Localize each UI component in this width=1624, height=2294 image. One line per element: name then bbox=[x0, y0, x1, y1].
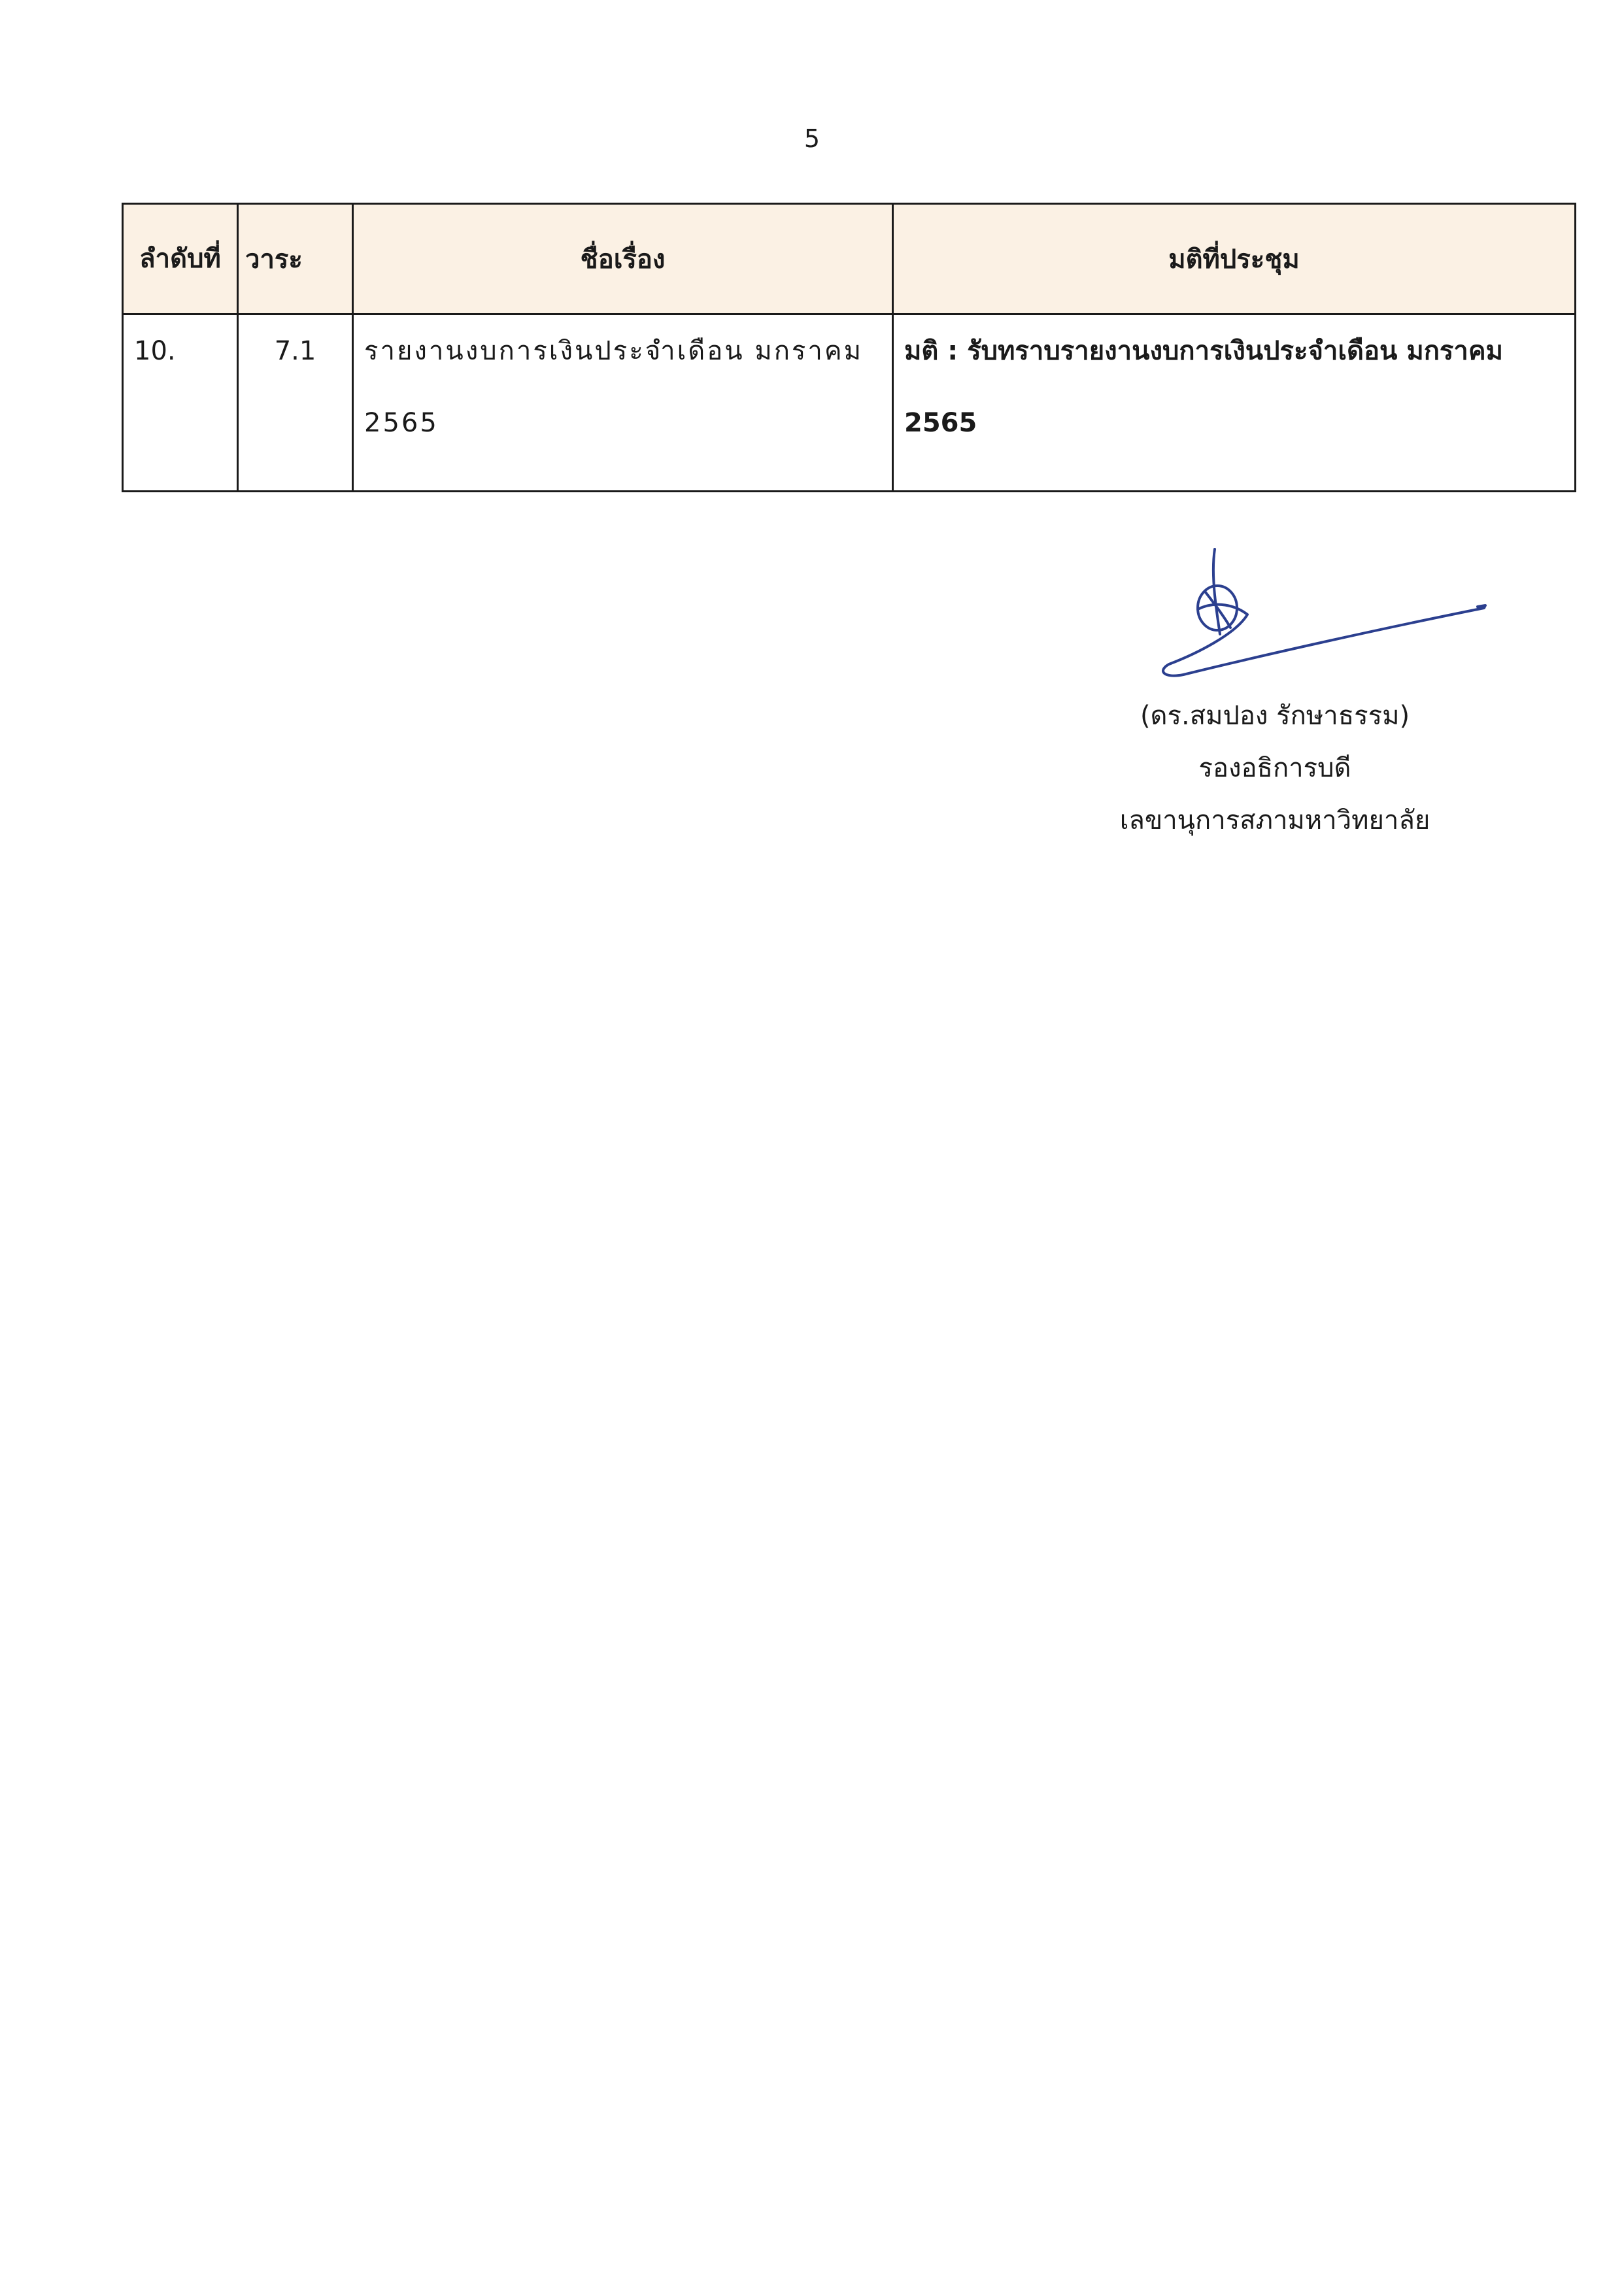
minutes-table bbox=[122, 203, 1576, 492]
cell-subject: รายงานงบการเงินประจำเดือน มกราคม 2565 bbox=[353, 314, 893, 492]
cell-resolution: มติ : รับทราบรายงานงบการเงินประจำเดือน มกราคม 2565 bbox=[893, 314, 1576, 492]
header-subject: ชื่อเรื่อง bbox=[353, 204, 893, 314]
signature-icon bbox=[1138, 536, 1504, 693]
signatory-role: เลขานุการสภามหาวิทยาลัย bbox=[1119, 805, 1430, 835]
signatory-position: รองอธิการบดี bbox=[1198, 753, 1351, 783]
table-row bbox=[123, 314, 1576, 492]
signatory-block bbox=[915, 690, 1624, 847]
cell-no: 10. bbox=[123, 314, 238, 492]
table-header-row bbox=[123, 204, 1576, 314]
header-no: ลำดับที่ bbox=[123, 204, 238, 314]
header-resolution: มติที่ประชุม bbox=[893, 204, 1576, 314]
page-number: 5 bbox=[804, 124, 820, 153]
header-agenda: วาระ bbox=[238, 204, 353, 314]
signatory-name: (ดร.สมปอง รักษาธรรม) bbox=[1140, 701, 1410, 731]
cell-agenda: 7.1 bbox=[238, 314, 353, 492]
